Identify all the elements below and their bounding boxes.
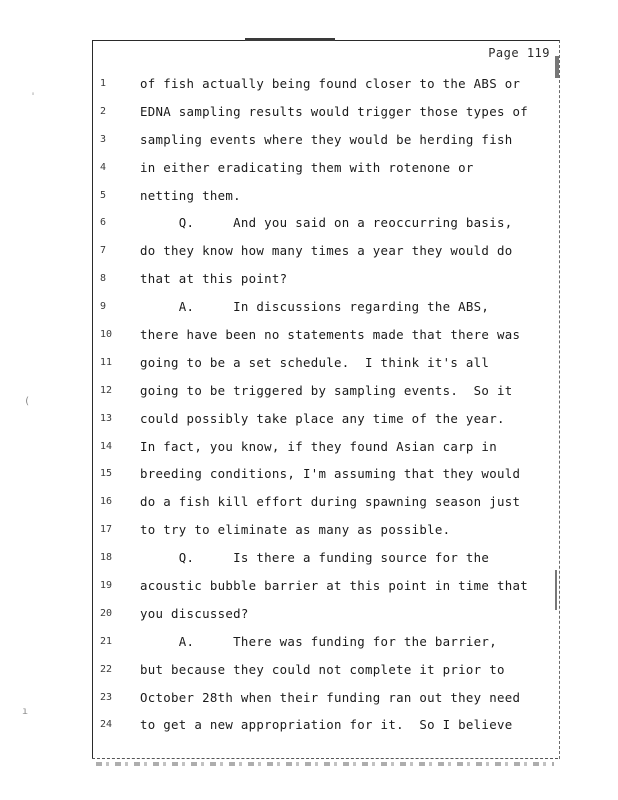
line-number: 3 <box>100 133 107 145</box>
line-text: breeding conditions, I'm assuming that they would <box>140 466 521 482</box>
line-text: Q. And you said on a reoccurring basis, <box>140 215 513 231</box>
transcript-line <box>92 321 558 349</box>
line-text: to get a new appropriation for it. So I believe <box>140 717 513 733</box>
line-text: EDNA sampling results would trigger those types of <box>140 103 528 119</box>
transcript-line <box>92 293 558 321</box>
line-number: 24 <box>100 719 113 731</box>
transcript-line <box>92 349 558 377</box>
line-text: in either eradicating them with rotenone or <box>140 159 474 175</box>
line-text: netting them. <box>140 187 241 203</box>
line-number: 10 <box>100 329 113 341</box>
line-number: 17 <box>100 524 113 536</box>
transcript-line <box>92 572 558 600</box>
transcript-line <box>92 70 558 98</box>
line-text: do a fish kill effort during spawning season just <box>140 494 521 510</box>
line-text: A. There was funding for the barrier, <box>140 633 497 649</box>
scan-footer-noise <box>96 762 554 766</box>
transcript-line <box>92 209 558 237</box>
line-text: A. In discussions regarding the ABS, <box>140 299 490 315</box>
line-number: 7 <box>100 245 107 257</box>
line-text: going to be triggered by sampling events. So it <box>140 382 513 398</box>
transcript-line <box>92 126 558 154</box>
transcript-line <box>92 182 558 210</box>
scan-speck: ı <box>22 706 29 717</box>
line-text: sampling events where they would be herding fish <box>140 131 513 147</box>
transcript-line <box>92 405 558 433</box>
scan-top-mark <box>245 38 335 41</box>
line-number: 1 <box>100 78 107 89</box>
scan-speck: ˈ <box>30 92 37 103</box>
line-number: 6 <box>100 217 107 229</box>
line-text: there have been no statements made that there was <box>140 327 521 343</box>
line-text: you discussed? <box>140 605 249 621</box>
line-text: October 28th when their funding ran out they need <box>140 689 521 705</box>
line-text: do they know how many times a year they would do <box>140 243 513 259</box>
line-text: could possibly take place any time of the year. <box>140 410 505 426</box>
line-number: 23 <box>100 691 113 703</box>
line-number: 21 <box>100 635 113 647</box>
line-number: 9 <box>100 301 107 313</box>
page-number: Page 119 <box>488 46 550 60</box>
line-number: 13 <box>100 412 113 424</box>
transcript-line <box>92 377 558 405</box>
transcript-line <box>92 711 558 739</box>
transcript-body <box>92 70 558 739</box>
transcript-line <box>92 516 558 544</box>
transcript-line <box>92 628 558 656</box>
line-number: 14 <box>100 440 113 452</box>
line-text: of fish actually being found closer to the ABS or <box>140 76 521 91</box>
line-number: 12 <box>100 384 113 396</box>
line-text: going to be a set schedule. I think it's all <box>140 354 490 370</box>
line-number: 5 <box>100 189 107 201</box>
line-number: 11 <box>100 356 113 368</box>
scan-speck: ( <box>24 396 31 407</box>
line-text: to try to eliminate as many as possible. <box>140 522 451 538</box>
line-number: 15 <box>100 468 113 480</box>
line-number: 4 <box>100 161 107 173</box>
transcript-line <box>92 98 558 126</box>
line-text: In fact, you know, if they found Asian carp in <box>140 438 497 454</box>
transcript-line <box>92 154 558 182</box>
transcript-line <box>92 684 558 712</box>
page-bottom-rule <box>92 758 558 759</box>
line-text: but because they could not complete it prior to <box>140 661 505 677</box>
line-number: 16 <box>100 496 113 508</box>
line-number: 2 <box>100 105 107 117</box>
transcript-line <box>92 544 558 572</box>
line-number: 19 <box>100 580 113 592</box>
line-number: 20 <box>100 607 113 619</box>
transcript-line <box>92 600 558 628</box>
line-number: 18 <box>100 552 113 564</box>
line-text: acoustic bubble barrier at this point in time that <box>140 578 528 594</box>
transcript-line <box>92 237 558 265</box>
line-text: that at this point? <box>140 271 288 287</box>
line-number: 22 <box>100 663 113 675</box>
transcript-line <box>92 656 558 684</box>
transcript-line <box>92 265 558 293</box>
transcript-line <box>92 460 558 488</box>
line-text: Q. Is there a funding source for the <box>140 550 490 566</box>
line-number: 8 <box>100 273 107 285</box>
transcript-line <box>92 488 558 516</box>
transcript-line <box>92 433 558 461</box>
